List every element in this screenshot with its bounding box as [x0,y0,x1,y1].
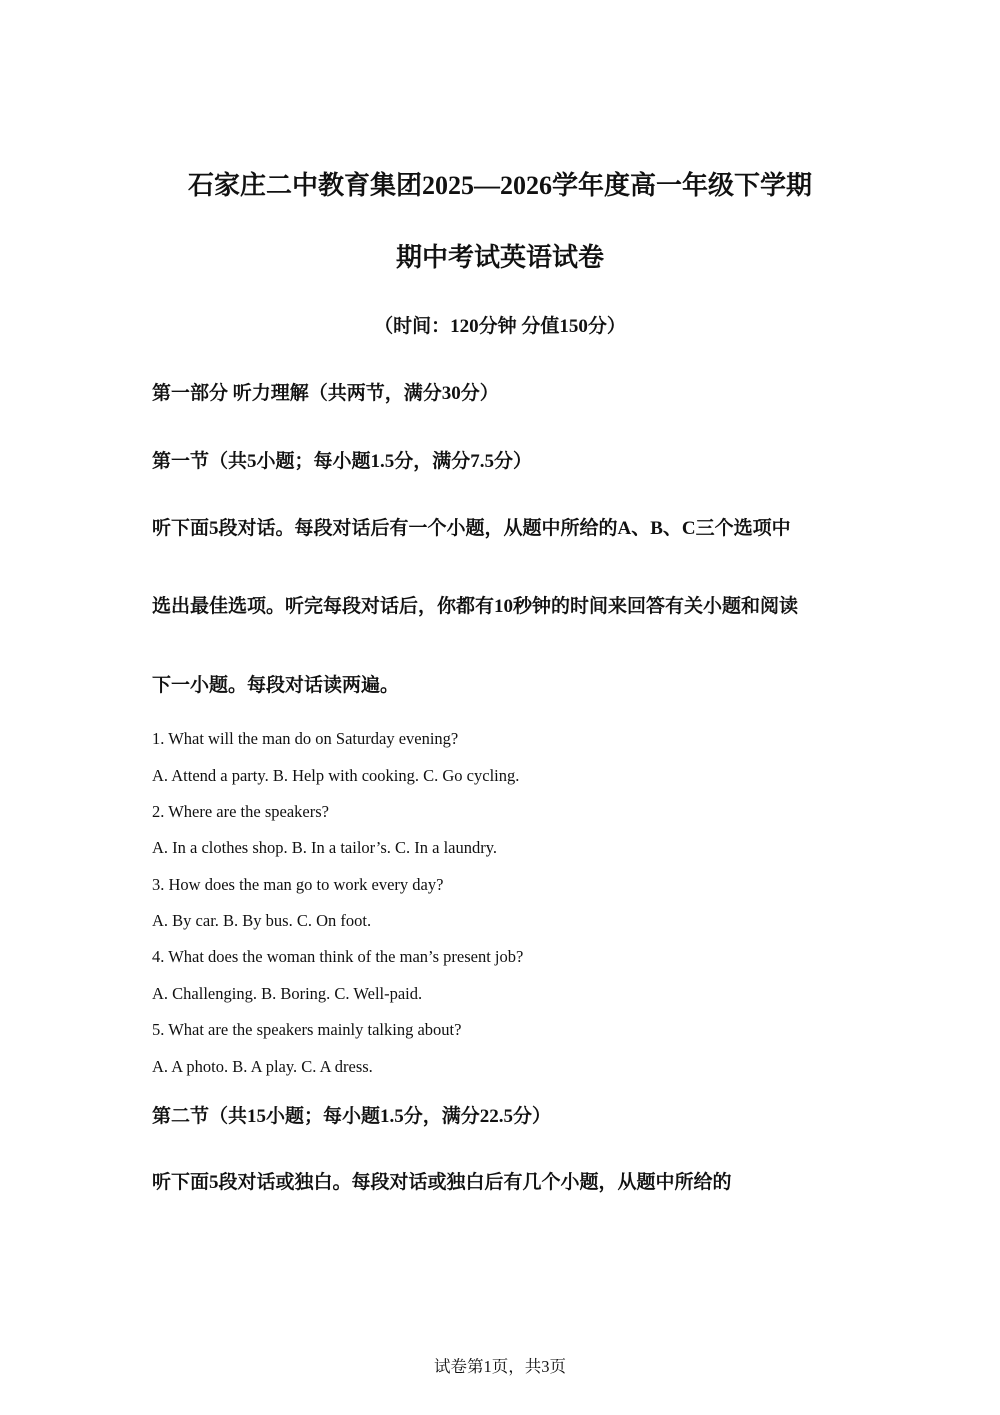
page-footer: 试卷第1页，共3页 [434,1357,566,1376]
part1-heading: 第一部分 听力理解（共两节，满分30分） [152,383,499,404]
question-3: 3. How does the man go to work every day? [152,875,444,894]
question-4-options: A. Challenging. B. Boring. C. Well-paid. [152,984,423,1003]
exam-time-info: （时间：120分钟 分值150分） [374,316,626,337]
exam-title-line-1: 石家庄二中教育集团2025—2026学年度高一年级下学期 [187,171,812,200]
question-1: 1. What will the man do on Saturday evening? [152,729,459,748]
section1-instruction-line-3: 下一小题。每段对话读两遍。 [152,675,400,696]
question-1-options: A. Attend a party. B. Help with cooking. C. Go cycling. [152,766,520,785]
section2-heading: 第二节（共15小题；每小题1.5分，满分22.5分） [152,1106,552,1127]
question-4: 4. What does the woman think of the man’s present job? [152,947,524,966]
question-2-options: A. In a clothes shop. B. In a tailor’s. C. In a laundry. [152,838,498,857]
section2-instruction-line-1: 听下面5段对话或独白。每段对话或独白后有几个小题，从题中所给的 [152,1172,732,1193]
question-5: 5. What are the speakers mainly talking about? [152,1020,462,1039]
question-5-options: A. A photo. B. A play. C. A dress. [152,1057,373,1076]
section1-heading: 第一节（共5小题；每小题1.5分，满分7.5分） [152,451,533,472]
section1-instruction-line-1: 听下面5段对话。每段对话后有一个小题，从题中所给的A、B、C三个选项中 [152,518,791,539]
question-2: 2. Where are the speakers? [152,802,329,821]
section1-instruction-line-2: 选出最佳选项。听完每段对话后，你都有10秒钟的时间来回答有关小题和阅读 [152,596,799,617]
question-3-options: A. By car. B. By bus. C. On foot. [152,911,372,930]
exam-title-line-2: 期中考试英语试卷 [395,243,604,272]
